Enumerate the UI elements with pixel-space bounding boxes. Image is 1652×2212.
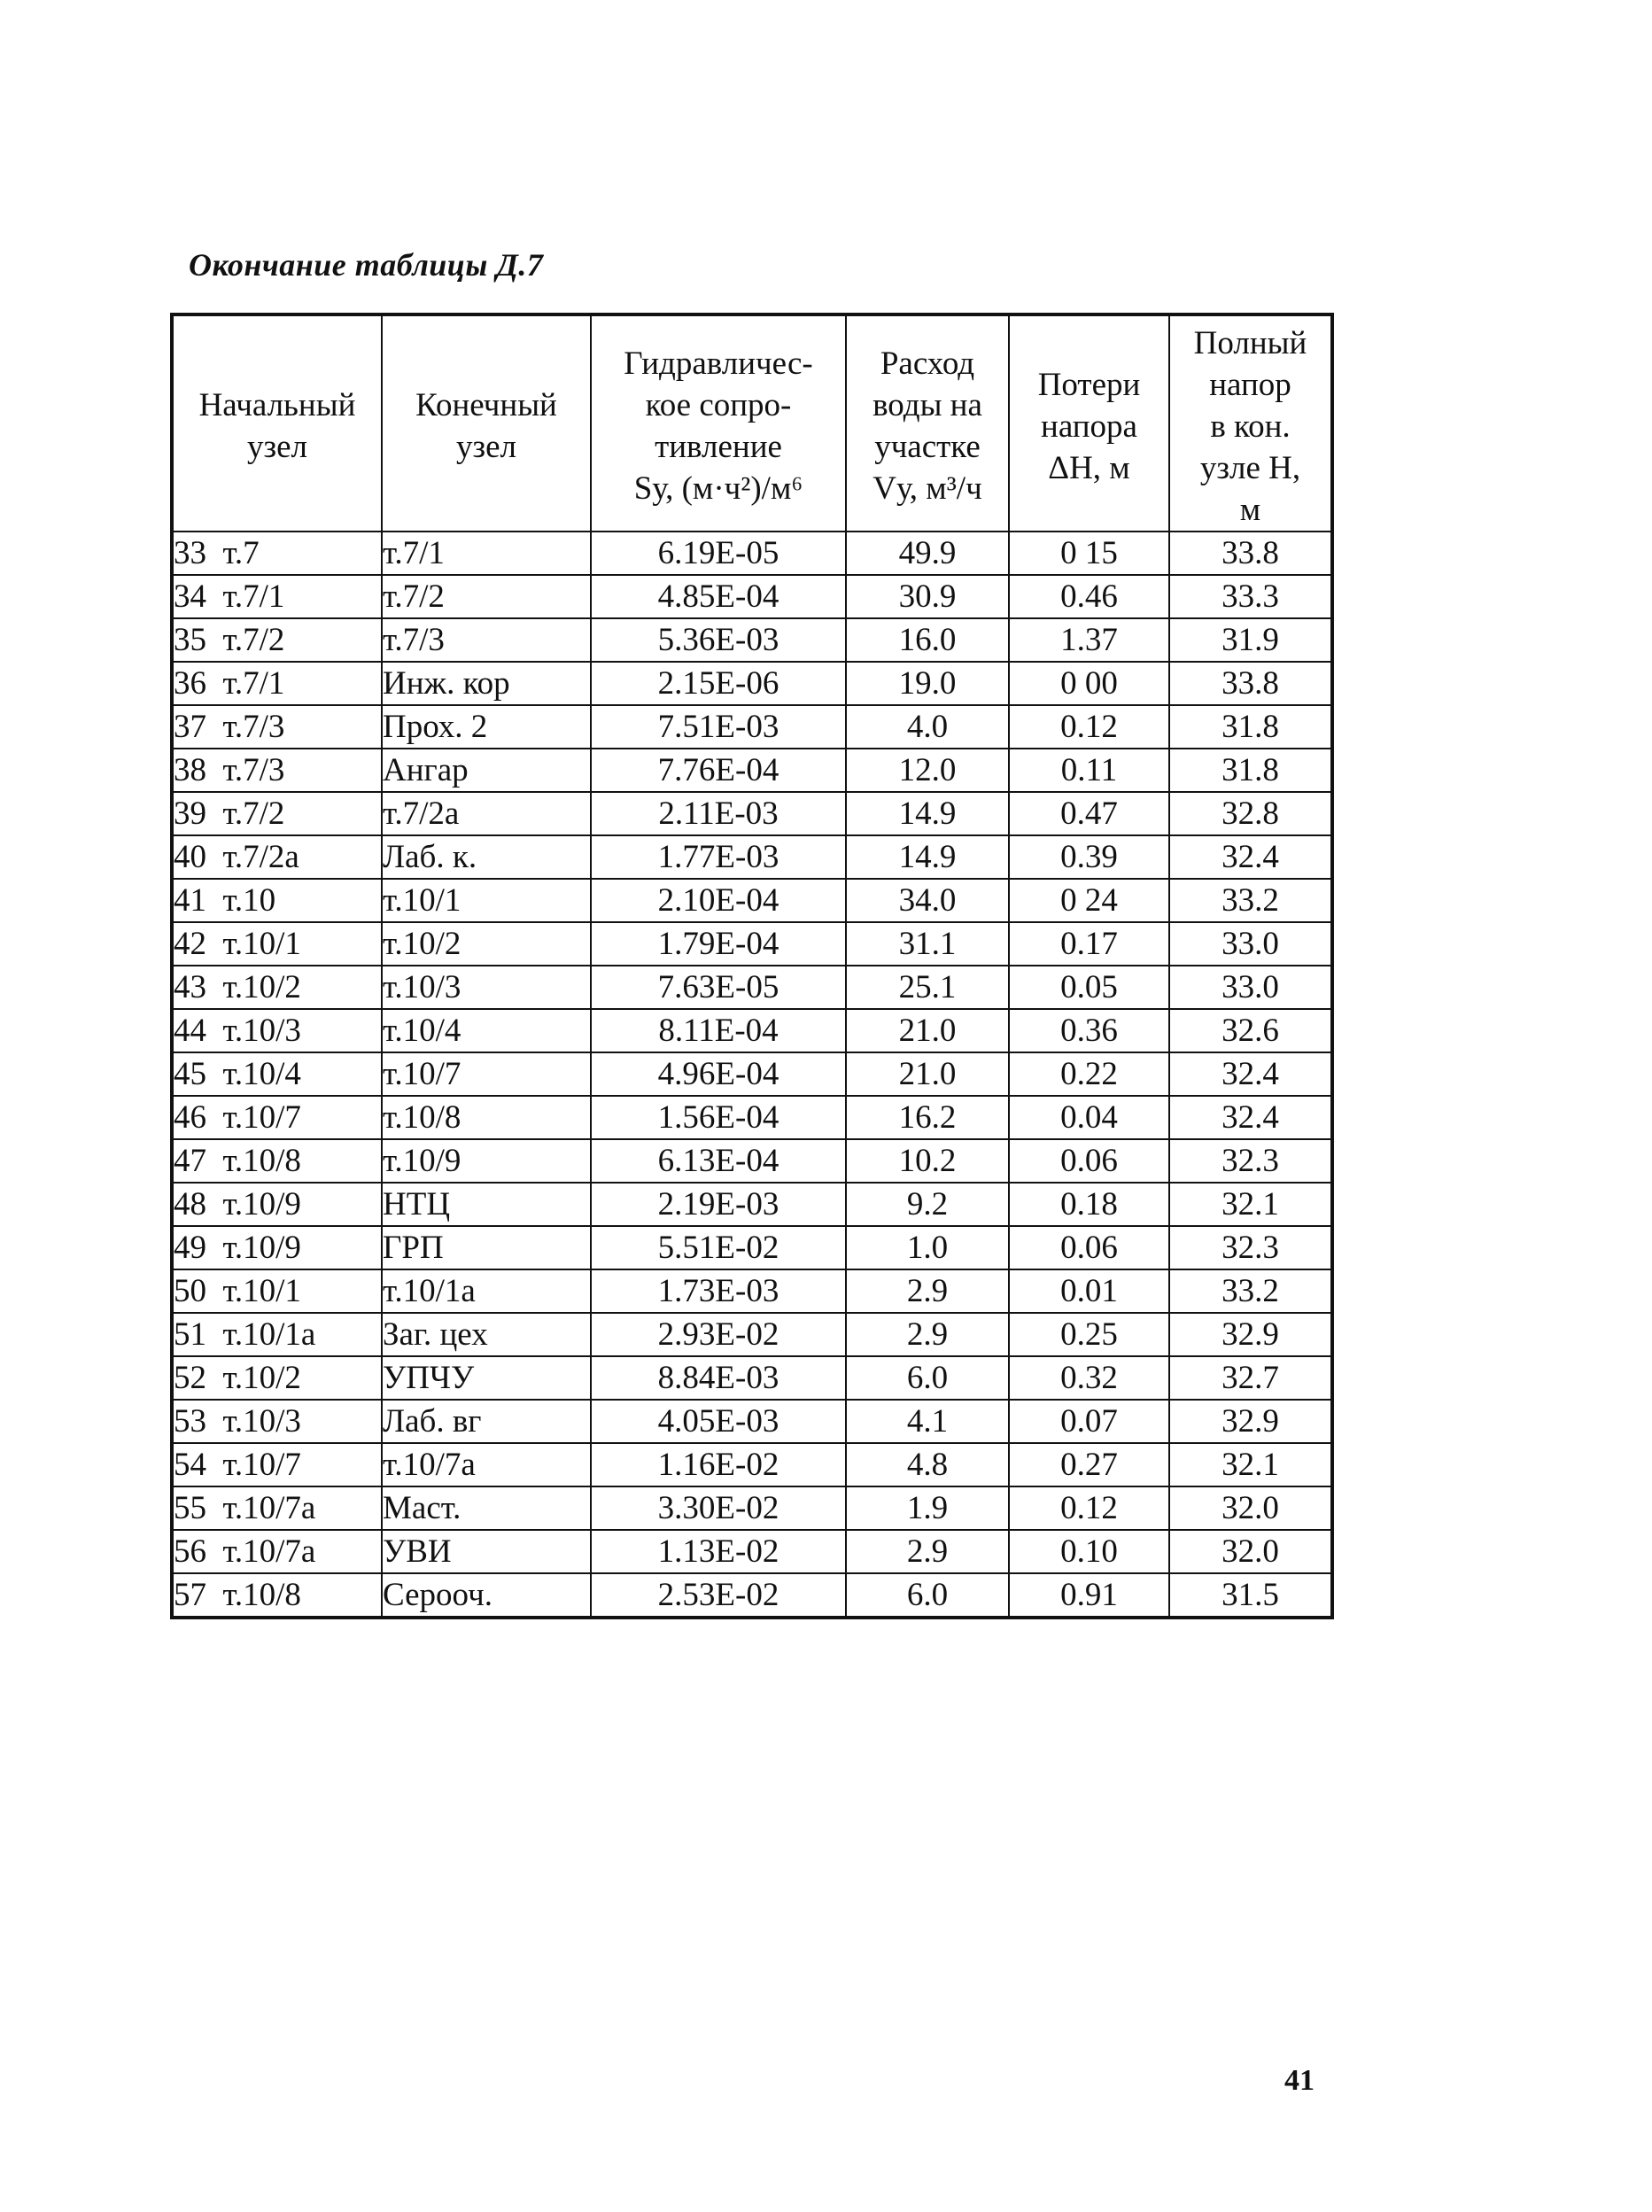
table-row <box>172 1052 1332 1096</box>
table-row <box>172 705 1332 749</box>
total-head-cell: 32.7 <box>1169 1356 1332 1400</box>
start-node-cell: 35 т.7/2 <box>172 618 382 662</box>
column-header-line: напора <box>1041 407 1137 445</box>
end-node-cell: т.7/1 <box>382 532 591 575</box>
head-loss-cell: 0.12 <box>1009 1486 1169 1530</box>
head-loss-cell: 0.06 <box>1009 1226 1169 1269</box>
column-header-line: участке <box>874 429 981 465</box>
column-header-line: Sу, (м·ч²)/м⁶ <box>633 470 803 507</box>
start-node-cell: 57 т.10/8 <box>172 1573 382 1618</box>
flow-cell: 25.1 <box>846 966 1009 1009</box>
column-header-water-flow <box>846 314 1009 532</box>
total-head-cell: 31.9 <box>1169 618 1332 662</box>
head-loss-cell: 0.01 <box>1009 1269 1169 1313</box>
total-head-cell: 32.1 <box>1169 1443 1332 1486</box>
resistance-cell: 7.63E-05 <box>591 966 846 1009</box>
column-header-line: в кон. <box>1210 407 1291 445</box>
head-loss-cell: 0 24 <box>1009 879 1169 922</box>
table-row <box>172 1009 1332 1052</box>
column-header-head-loss <box>1009 314 1169 532</box>
end-node-cell: т.10/9 <box>382 1139 591 1183</box>
start-node-cell: 40 т.7/2а <box>172 835 382 879</box>
flow-cell: 4.8 <box>846 1443 1009 1486</box>
total-head-cell: 32.8 <box>1169 792 1332 835</box>
flow-cell: 6.0 <box>846 1356 1009 1400</box>
flow-cell: 2.9 <box>846 1313 1009 1356</box>
resistance-cell: 4.96E-04 <box>591 1052 846 1096</box>
flow-cell: 1.9 <box>846 1486 1009 1530</box>
flow-cell: 49.9 <box>846 532 1009 575</box>
end-node-cell: Заг. цех <box>382 1313 591 1356</box>
page-number: 41 <box>1284 2064 1315 2097</box>
column-header-line: кое сопро- <box>645 387 792 423</box>
total-head-cell: 31.8 <box>1169 705 1332 749</box>
table-row <box>172 532 1332 575</box>
table-row <box>172 1573 1332 1618</box>
start-node-cell: 56 т.10/7а <box>172 1530 382 1573</box>
resistance-cell: 8.84E-03 <box>591 1356 846 1400</box>
start-node-cell: 44 т.10/3 <box>172 1009 382 1052</box>
pipe-network-table <box>170 313 1334 1619</box>
end-node-cell: т.10/7а <box>382 1443 591 1486</box>
resistance-cell: 1.56E-04 <box>591 1096 846 1139</box>
resistance-cell: 2.93E-02 <box>591 1313 846 1356</box>
end-node-cell: Прох. 2 <box>382 705 591 749</box>
start-node-cell: 36 т.7/1 <box>172 662 382 705</box>
resistance-cell: 1.79E-04 <box>591 922 846 966</box>
total-head-cell: 31.5 <box>1169 1573 1332 1618</box>
table-row <box>172 749 1332 792</box>
column-header-line: Начальный <box>198 387 356 423</box>
end-node-cell: Серооч. <box>382 1573 591 1618</box>
head-loss-cell: 0.06 <box>1009 1139 1169 1183</box>
total-head-cell: 32.9 <box>1169 1400 1332 1443</box>
resistance-cell: 1.73E-03 <box>591 1269 846 1313</box>
start-node-cell: 48 т.10/9 <box>172 1183 382 1226</box>
resistance-cell: 6.19E-05 <box>591 532 846 575</box>
table-body <box>172 532 1332 1618</box>
resistance-cell: 7.76E-04 <box>591 749 846 792</box>
column-header-line: узел <box>246 429 307 465</box>
end-node-cell: Маст. <box>382 1486 591 1530</box>
flow-cell: 12.0 <box>846 749 1009 792</box>
table-row <box>172 1226 1332 1269</box>
head-loss-cell: 0.12 <box>1009 705 1169 749</box>
end-node-cell: т.7/3 <box>382 618 591 662</box>
end-node-cell: т.10/7 <box>382 1052 591 1096</box>
resistance-cell: 1.16E-02 <box>591 1443 846 1486</box>
column-header-end-node <box>382 314 591 532</box>
table-row <box>172 835 1332 879</box>
total-head-cell: 32.4 <box>1169 835 1332 879</box>
start-node-cell: 51 т.10/1а <box>172 1313 382 1356</box>
column-header-line: Расход <box>880 345 975 382</box>
end-node-cell: т.10/1а <box>382 1269 591 1313</box>
column-header-start-node <box>172 314 382 532</box>
table-row <box>172 1269 1332 1313</box>
flow-cell: 21.0 <box>846 1052 1009 1096</box>
start-node-cell: 55 т.10/7а <box>172 1486 382 1530</box>
table-row <box>172 618 1332 662</box>
column-header-line: Полный <box>1193 324 1307 361</box>
head-loss-cell: 0.10 <box>1009 1530 1169 1573</box>
column-header-line: Vу, м³/ч <box>873 470 982 507</box>
start-node-cell: 33 т.7 <box>172 532 382 575</box>
flow-cell: 14.9 <box>846 792 1009 835</box>
head-loss-cell: 0.46 <box>1009 575 1169 618</box>
head-loss-cell: 0.04 <box>1009 1096 1169 1139</box>
total-head-cell: 32.0 <box>1169 1530 1332 1573</box>
table-row <box>172 1183 1332 1226</box>
table-row <box>172 1356 1332 1400</box>
table-row <box>172 1096 1332 1139</box>
resistance-cell: 7.51E-03 <box>591 705 846 749</box>
end-node-cell: т.10/8 <box>382 1096 591 1139</box>
resistance-cell: 2.11E-03 <box>591 792 846 835</box>
end-node-cell: т.7/2а <box>382 792 591 835</box>
end-node-cell: т.10/4 <box>382 1009 591 1052</box>
start-node-cell: 54 т.10/7 <box>172 1443 382 1486</box>
start-node-cell: 43 т.10/2 <box>172 966 382 1009</box>
start-node-cell: 38 т.7/3 <box>172 749 382 792</box>
resistance-cell: 4.85E-04 <box>591 575 846 618</box>
column-header-line: Гидравличес- <box>624 345 813 382</box>
start-node-cell: 39 т.7/2 <box>172 792 382 835</box>
head-loss-cell: 0.22 <box>1009 1052 1169 1096</box>
flow-cell: 30.9 <box>846 575 1009 618</box>
table-row <box>172 966 1332 1009</box>
total-head-cell: 33.2 <box>1169 879 1332 922</box>
total-head-cell: 33.0 <box>1169 966 1332 1009</box>
resistance-cell: 2.53E-02 <box>591 1573 846 1618</box>
head-loss-cell: 0.36 <box>1009 1009 1169 1052</box>
table-row <box>172 1400 1332 1443</box>
head-loss-cell: 1.37 <box>1009 618 1169 662</box>
end-node-cell: Инж. кор <box>382 662 591 705</box>
flow-cell: 21.0 <box>846 1009 1009 1052</box>
table-row <box>172 1313 1332 1356</box>
start-node-cell: 41 т.10 <box>172 879 382 922</box>
head-loss-cell: 0.17 <box>1009 922 1169 966</box>
flow-cell: 31.1 <box>846 922 1009 966</box>
flow-cell: 4.1 <box>846 1400 1009 1443</box>
total-head-cell: 33.8 <box>1169 662 1332 705</box>
start-node-cell: 46 т.10/7 <box>172 1096 382 1139</box>
start-node-cell: 42 т.10/1 <box>172 922 382 966</box>
start-node-cell: 49 т.10/9 <box>172 1226 382 1269</box>
start-node-cell: 47 т.10/8 <box>172 1139 382 1183</box>
total-head-cell: 32.3 <box>1169 1139 1332 1183</box>
column-header-hydraulic-resistance <box>591 314 846 532</box>
end-node-cell: т.10/1 <box>382 879 591 922</box>
start-node-cell: 53 т.10/3 <box>172 1400 382 1443</box>
flow-cell: 9.2 <box>846 1183 1009 1226</box>
total-head-cell: 32.9 <box>1169 1313 1332 1356</box>
total-head-cell: 32.4 <box>1169 1096 1332 1139</box>
table-row <box>172 1443 1332 1486</box>
start-node-cell: 34 т.7/1 <box>172 575 382 618</box>
total-head-cell: 32.3 <box>1169 1226 1332 1269</box>
flow-cell: 1.0 <box>846 1226 1009 1269</box>
column-header-line: напор <box>1209 366 1291 403</box>
table-row <box>172 792 1332 835</box>
resistance-cell: 6.13E-04 <box>591 1139 846 1183</box>
end-node-cell: ГРП <box>382 1226 591 1269</box>
start-node-cell: 45 т.10/4 <box>172 1052 382 1096</box>
total-head-cell: 32.1 <box>1169 1183 1332 1226</box>
table-row <box>172 879 1332 922</box>
head-loss-cell: 0.39 <box>1009 835 1169 879</box>
table-row <box>172 922 1332 966</box>
column-header-line: Потери <box>1037 366 1141 403</box>
flow-cell: 16.0 <box>846 618 1009 662</box>
total-head-cell: 33.0 <box>1169 922 1332 966</box>
head-loss-cell: 0.32 <box>1009 1356 1169 1400</box>
column-header-line: воды на <box>873 387 982 423</box>
head-loss-cell: 0.27 <box>1009 1443 1169 1486</box>
flow-cell: 10.2 <box>846 1139 1009 1183</box>
head-loss-cell: 0 15 <box>1009 532 1169 575</box>
start-node-cell: 50 т.10/1 <box>172 1269 382 1313</box>
flow-cell: 6.0 <box>846 1573 1009 1618</box>
flow-cell: 2.9 <box>846 1530 1009 1573</box>
resistance-cell: 5.36E-03 <box>591 618 846 662</box>
column-header-total-head <box>1169 314 1332 532</box>
flow-cell: 19.0 <box>846 662 1009 705</box>
resistance-cell: 4.05E-03 <box>591 1400 846 1443</box>
head-loss-cell: 0.47 <box>1009 792 1169 835</box>
end-node-cell: УПЧУ <box>382 1356 591 1400</box>
resistance-cell: 3.30E-02 <box>591 1486 846 1530</box>
end-node-cell: т.10/3 <box>382 966 591 1009</box>
table-header-row <box>172 314 1332 532</box>
total-head-cell: 32.6 <box>1169 1009 1332 1052</box>
end-node-cell: т.10/2 <box>382 922 591 966</box>
start-node-cell: 37 т.7/3 <box>172 705 382 749</box>
resistance-cell: 2.10E-04 <box>591 879 846 922</box>
end-node-cell: УВИ <box>382 1530 591 1573</box>
column-header-line: Конечный <box>415 387 557 423</box>
column-header-line: м <box>1239 491 1261 528</box>
column-header-line: тивление <box>655 429 782 465</box>
column-header-line: узле H, <box>1199 449 1301 486</box>
end-node-cell: т.7/2 <box>382 575 591 618</box>
resistance-cell: 1.77E-03 <box>591 835 846 879</box>
table-row <box>172 575 1332 618</box>
resistance-cell: 8.11E-04 <box>591 1009 846 1052</box>
table-row <box>172 1530 1332 1573</box>
total-head-cell: 33.3 <box>1169 575 1332 618</box>
table-caption: Окончание таблицы Д.7 <box>189 247 544 283</box>
total-head-cell: 32.4 <box>1169 1052 1332 1096</box>
end-node-cell: Ангар <box>382 749 591 792</box>
table-row <box>172 1486 1332 1530</box>
head-loss-cell: 0.07 <box>1009 1400 1169 1443</box>
resistance-cell: 2.15E-06 <box>591 662 846 705</box>
resistance-cell: 1.13E-02 <box>591 1530 846 1573</box>
head-loss-cell: 0.11 <box>1009 749 1169 792</box>
table-row <box>172 662 1332 705</box>
head-loss-cell: 0.25 <box>1009 1313 1169 1356</box>
total-head-cell: 33.2 <box>1169 1269 1332 1313</box>
flow-cell: 4.0 <box>846 705 1009 749</box>
resistance-cell: 5.51E-02 <box>591 1226 846 1269</box>
head-loss-cell: 0.18 <box>1009 1183 1169 1226</box>
end-node-cell: НТЦ <box>382 1183 591 1226</box>
resistance-cell: 2.19E-03 <box>591 1183 846 1226</box>
total-head-cell: 33.8 <box>1169 532 1332 575</box>
flow-cell: 14.9 <box>846 835 1009 879</box>
head-loss-cell: 0.05 <box>1009 966 1169 1009</box>
flow-cell: 2.9 <box>846 1269 1009 1313</box>
head-loss-cell: 0 00 <box>1009 662 1169 705</box>
table-row <box>172 1139 1332 1183</box>
column-header-line: узел <box>455 429 516 465</box>
total-head-cell: 31.8 <box>1169 749 1332 792</box>
flow-cell: 34.0 <box>846 879 1009 922</box>
start-node-cell: 52 т.10/2 <box>172 1356 382 1400</box>
column-header-line: ΔH, м <box>1048 449 1130 486</box>
total-head-cell: 32.0 <box>1169 1486 1332 1530</box>
flow-cell: 16.2 <box>846 1096 1009 1139</box>
end-node-cell: Лаб. вг <box>382 1400 591 1443</box>
head-loss-cell: 0.91 <box>1009 1573 1169 1618</box>
end-node-cell: Лаб. к. <box>382 835 591 879</box>
